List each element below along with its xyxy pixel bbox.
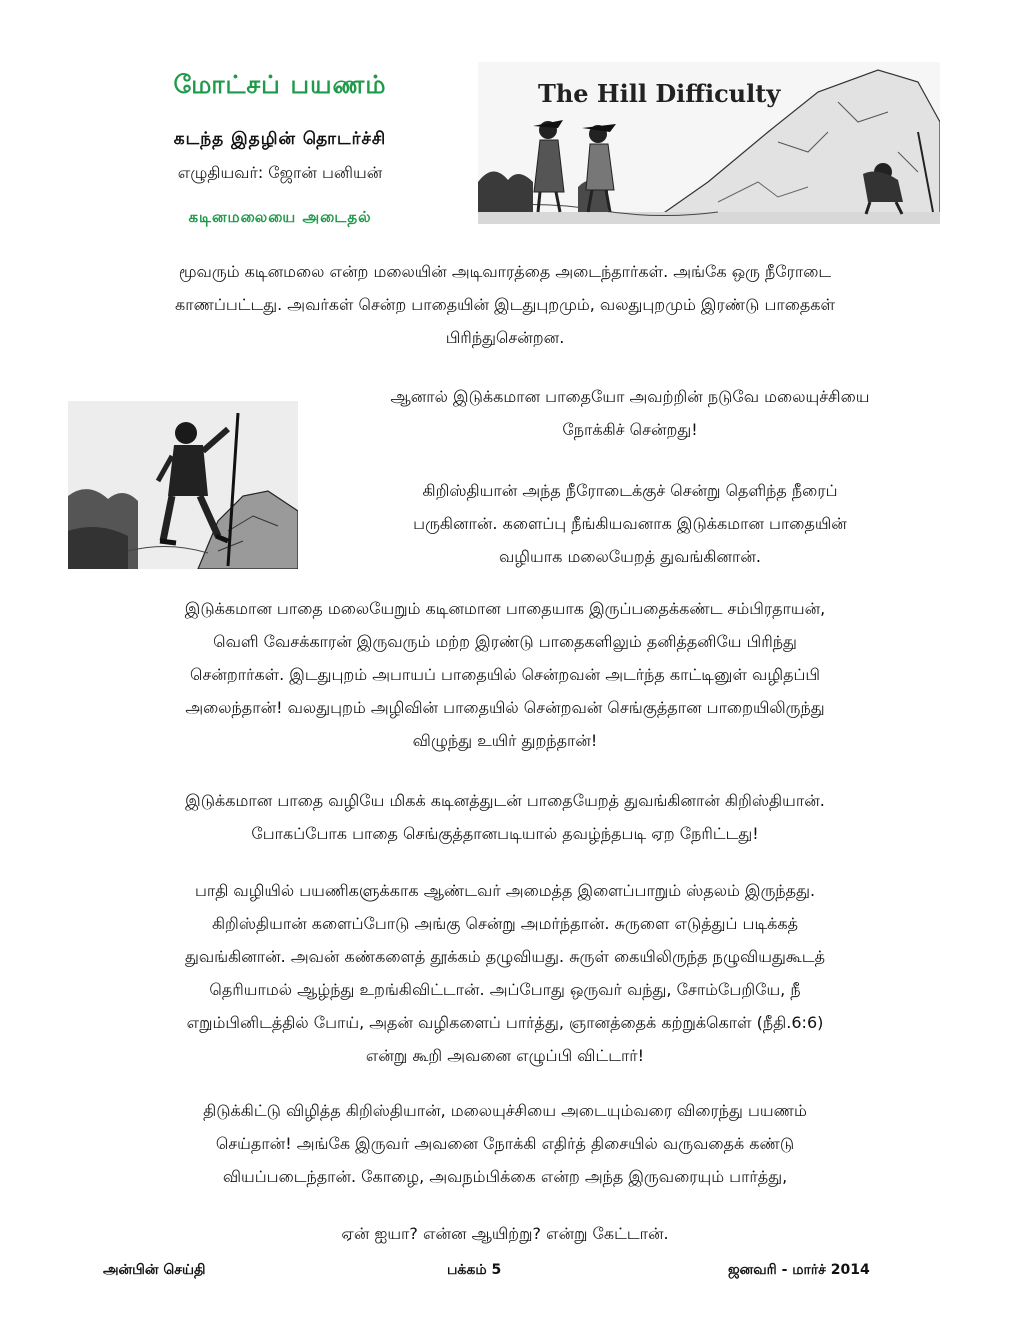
text-line: செய்தான்! அங்கே இருவர் அவனை நோக்கி எதிர்த் திசையில் வருவதைக் கண்டு [215,1134,795,1153]
text-line: கிறிஸ்தியான் அந்த நீரோடைக்குச் சென்று தெளிந்த நீரைப் [422,481,838,500]
text-line: இடுக்கமான பாதை வழியே மிகக் கடினத்துடன் பாதையேறத் துவங்கினான் கிறிஸ்தியான். [185,791,825,810]
text-line: கிறிஸ்தியான் களைப்போடு அங்கு சென்று அமர்ந்தான். சுருளை எடுத்துப் படிக்கத் [211,914,799,933]
magazine-name: அன்பின் செய்தி [103,1262,206,1278]
text-line: பிரிந்துசென்றன. [445,328,565,347]
text-line: வியப்படைந்தான். கோழை, அவநம்பிக்கை என்ற அந்த இருவரையும் பார்த்து, [222,1167,788,1186]
continuation-note: கடந்த இதழின் தொடர்ச்சி [173,129,387,149]
paragraph-7 [60,1094,950,1193]
paragraph-6 [60,874,950,1072]
text-line: துவங்கினான். அவன் கண்களைத் தூக்கம் தழுவியது. சுருள் கையிலிருந்த நழுவியதுகூடத் [184,947,826,966]
text-line: போகப்போக பாதை செங்குத்தானபடியால் தவழ்ந்தபடி ஏற நேரிட்டது! [251,824,759,843]
paragraph-4 [60,592,950,757]
author-line: எழுதியவர்: ஜோன் பனியன் [177,163,383,182]
text-line: ஆனால் இடுக்கமான பாதையோ அவற்றின் நடுவே மலையுச்சியை [390,387,870,406]
text-line: எறும்பினிடத்தில் போய், அதன் வழிகளைப் பார்த்து, ஞானத்தைக் கற்றுக்கொள் (நீதி.6:6) [186,1013,824,1032]
chapter-heading: கடினமலையை அடைதல் [188,208,372,226]
paragraph-5 [60,784,950,850]
article-title: மோட்சப் பயணம் [173,70,387,99]
text-line: பாதி வழியில் பயணிகளுக்காக ஆண்டவர் அமைத்த இளைப்பாறும் ஸ்தலம் இருந்தது. [194,881,816,900]
paragraph-2 [310,380,950,446]
hill-difficulty-illustration [478,62,940,224]
text-line: சென்றார்கள். இடதுபுறம் அபாயப் பாதையில் சென்றவன் அடர்ந்த காட்டினுள் வழிதப்பி [190,665,820,684]
text-line: விழுந்து உயிர் துறந்தான்! [412,731,598,750]
article-header [120,70,440,228]
paragraph-1 [60,255,950,354]
text-line: காணப்பட்டது. அவர்கள் சென்ற பாதையின் இடதுபுறமும், வலதுபுறமும் இரண்டு பாதைகள் [175,295,835,314]
text-line: மூவரும் கடினமலை என்ற மலையின் அடிவாரத்தை அடைந்தார்கள். அங்கே ஒரு நீரோடை [178,262,832,281]
text-line: வழியாக மலையேறத் துவங்கினான். [498,547,762,566]
text-line: திடுக்கிட்டு விழித்த கிறிஸ்தியான், மலையுச்சியை அடையும்வரை விரைந்து பயணம் [203,1101,807,1120]
text-line: என்று கூறி அவனை எழுப்பி விட்டார்! [365,1046,645,1065]
page-footer [0,1262,1010,1286]
text-line: நோக்கிச் சென்றது! [562,420,698,439]
text-line: பருகினான். களைப்பு நீங்கியவனாக இடுக்கமான பாதையின் [413,514,847,533]
climber-illustration [68,401,298,569]
illustration-caption: The Hill Difficulty [538,79,781,108]
paragraph-8 [60,1217,950,1250]
text-line: தெரியாமல் ஆழ்ந்து உறங்கிவிட்டான். அப்போது ஒருவர் வந்து, சோம்பேறியே, நீ [209,980,801,999]
issue-date: ஜனவரி - மார்ச் 2014 [728,1262,870,1278]
paragraph-3 [310,474,950,573]
text-line: ஏன் ஐயா? என்ன ஆயிற்று? என்று கேட்டான். [341,1224,669,1243]
text-line: இடுக்கமான பாதை மலையேறும் கடினமான பாதையாக இருப்பதைக்கண்ட சம்பிரதாயன், [184,599,826,618]
text-line: வெளி வேசக்காரன் இருவரும் மற்ற இரண்டு பாதைகளிலும் தனித்தனியே பிரிந்து [213,632,797,651]
text-line: அலைந்தான்! வலதுபுறம் அழிவின் பாதையில் சென்றவன் செங்குத்தான பாறையிலிருந்து [185,698,825,717]
page-number: பக்கம் 5 [447,1262,502,1278]
